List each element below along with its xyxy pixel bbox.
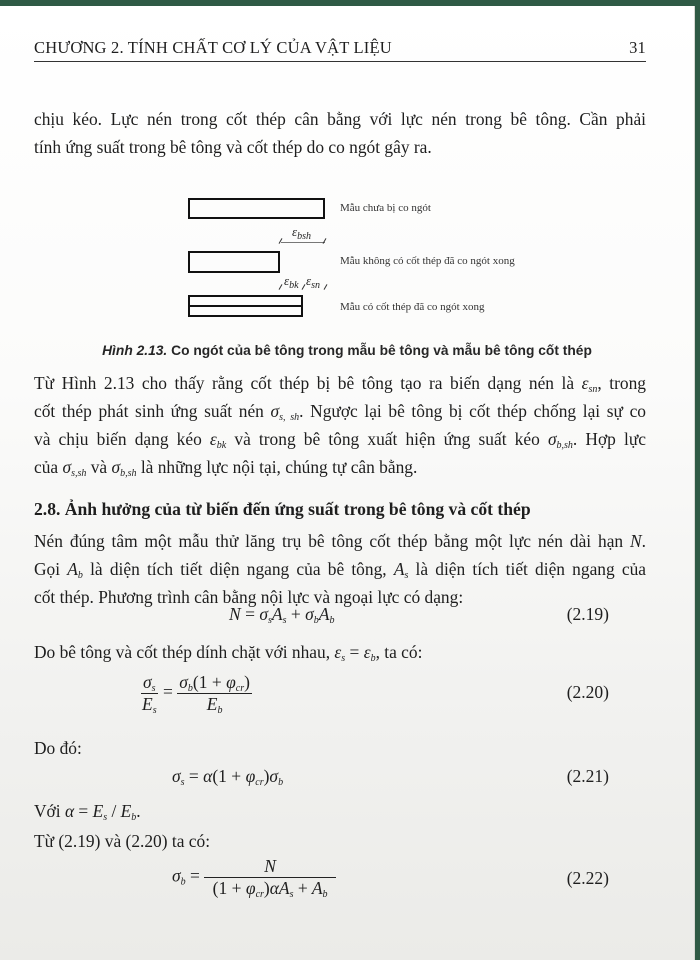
intro-paragraph: chịu kéo. Lực nén trong cốt thép cân bằng với lực nén trong bê tông. Cần phải tính ứng suất trong bê tông và cốt thép do co ngót gây ra.: [34, 109, 646, 157]
dim-line: [281, 242, 325, 243]
equation-number: (2.21): [566, 766, 609, 786]
equation-2-19: $N = \sigma_sA_s + \sigma_bA_b$ (2.19): [229, 604, 609, 626]
section-heading: 2.8. Ảnh hưởng của từ biến đến ứng suất trong bê tông và cốt thép: [34, 499, 531, 519]
page-number: 31: [629, 38, 646, 57]
unshrunk-specimen: [188, 198, 325, 219]
paragraph-bond: Do bê tông và cốt thép dính chặt với nhau, $\varepsilon_s = \varepsilon_b$, ta có:: [34, 642, 423, 664]
figure-label: Mẫu chưa bị co ngót: [340, 202, 431, 214]
equation-number: (2.22): [566, 868, 609, 888]
epsilon-sn-label: $\varepsilon_{sn}$: [306, 273, 321, 291]
figure-label: Mẫu có cốt thép đã co ngót xong: [340, 301, 485, 313]
equation-2-22: $\sigma_b$ = $\frac{N}{(1 + \varphi_{cr})\alpha A_s + A_b}$ (2.22): [172, 856, 609, 900]
book-page: [0, 6, 694, 960]
equation-2-20: $\frac{\sigma_s}{E_s}$ = $\frac{\sigma_b(1 + \varphi_{cr})}{E_b}$ (2.20): [142, 672, 609, 716]
paragraph-setup: Nén đúng tâm một mẫu thử lăng trụ bê tông cốt thép bằng một lực nén dài hạn N. Gọi $A_b$ là diện tích tiết diện ngang của bê tông, $A_s$ là diện tích tiết diện ngang của cốt thép. Phương trình cân bằng nội lực và ngoại lực có dạng:: [34, 531, 647, 607]
epsilon-bsh-label: $\varepsilon_{bsh}$: [292, 224, 312, 242]
text-therefore: Do đó:: [34, 738, 82, 758]
figure-label: Mẫu không có cốt thép đã co ngót xong: [340, 255, 515, 267]
chapter-title: CHƯƠNG 2. TÍNH CHẤT CƠ LÝ CỦA VẬT LIỆU: [34, 38, 392, 57]
reinforced-specimen-bottom: [188, 305, 303, 317]
dim-tick: [279, 284, 283, 290]
dim-tick: [302, 284, 306, 290]
equation-2-21: $\sigma_s = \alpha(1 + \varphi_{cr})\sigma_b$ (2.21): [172, 766, 609, 788]
equation-number: (2.19): [566, 604, 609, 624]
text-from-equations: Từ (2.19) và (2.20) ta có:: [34, 831, 211, 851]
equation-number: (2.20): [566, 682, 609, 702]
figure-caption: Hình 2.13. Co ngót của bê tông trong mẫu bê tông và mẫu bê tông cốt thép: [102, 343, 592, 358]
paragraph-strain-explanation: Từ Hình 2.13 cho thấy rằng cốt thép bị bê tông tạo ra biến dạng nén là $\varepsilon_{sn}$, trong cốt thép phát sinh ứng suất nén $\sigma_{s, sh}$. Ngược lại bê tông bị cốt thép chống lại sự co và chịu biến dạng kéo $\varepsilon_{bk}$ và trong bê tông xuất hiện ứng suất kéo $\sigma_{b,sh}$. Hợp lực của $\sigma_{s,sh}$ và $\sigma_{b,sh}$ là những lực nội tại, chúng tự cân bằng.: [34, 373, 646, 479]
dim-tick: [324, 284, 328, 290]
plain-shrunk-specimen: [188, 251, 280, 273]
running-header: [34, 30, 646, 62]
shrinkage-figure: [180, 196, 540, 316]
epsilon-bk-label: $\varepsilon_{bk}$: [284, 273, 299, 291]
text-alpha-definition: Với $\alpha = E_s / E_b$.: [34, 801, 141, 823]
